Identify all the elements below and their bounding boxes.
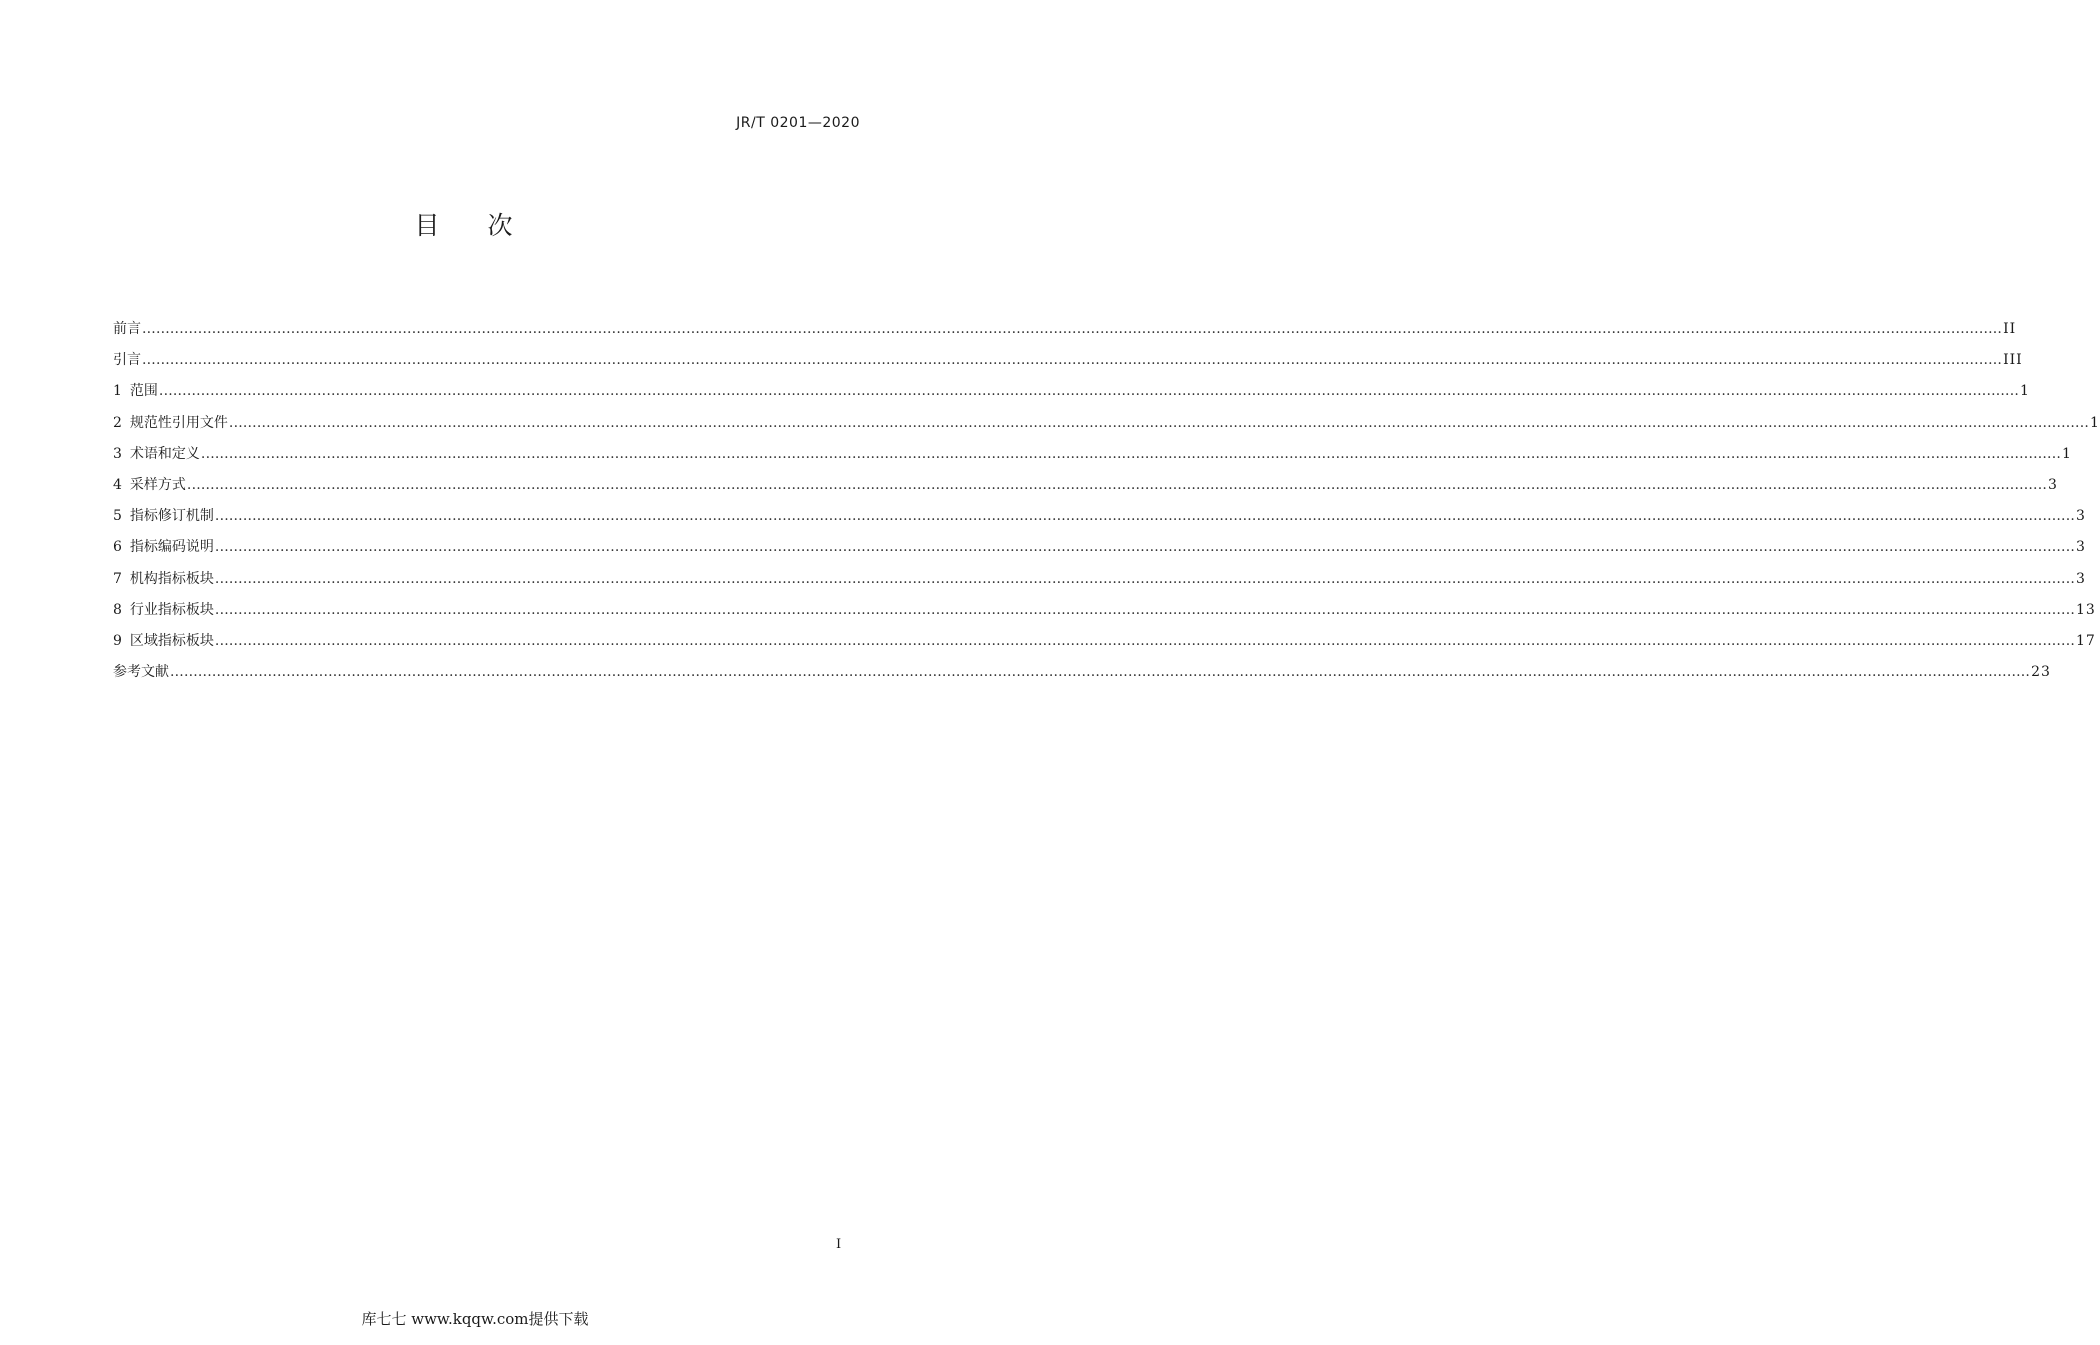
- toc-entry[interactable]: [113, 318, 2017, 349]
- page-number: I: [836, 1237, 842, 1252]
- toc-entry-page: II: [2003, 321, 2017, 337]
- toc-dot-leader: ................................................................................................................................................................................................................................................................................................................................................................................................................: [214, 508, 2075, 525]
- toc-dot-leader: ................................................................................................................................................................................................................................................................................................................................................................................................................: [158, 383, 2019, 400]
- toc-dot-leader: ................................................................................................................................................................................................................................................................................................................................................................................................................: [214, 601, 2075, 618]
- toc-entry-number: 7: [113, 570, 122, 587]
- toc-dot-leader: ................................................................................................................................................................................................................................................................................................................................................................................................................: [228, 414, 2089, 431]
- toc-entry-label: [113, 568, 214, 588]
- toc-entry-number: 9: [113, 632, 122, 649]
- toc-entry-text: 区域指标板块: [129, 632, 214, 649]
- toc-entry-label: [113, 318, 141, 338]
- toc-entry-label: [113, 380, 158, 400]
- toc-entry-number: 1: [113, 383, 122, 400]
- toc-entry-text: 参考文献: [113, 664, 169, 681]
- toc-entry[interactable]: [113, 412, 2100, 443]
- toc-entry-page: 1: [2090, 414, 2100, 431]
- toc-entry-page: 13: [2076, 601, 2096, 618]
- toc-dot-leader: ................................................................................................................................................................................................................................................................................................................................................................................................................: [142, 352, 2003, 369]
- toc-entry-label: [113, 505, 214, 525]
- toc-entry[interactable]: [113, 661, 2051, 692]
- toc-entry[interactable]: [113, 474, 2058, 505]
- toc-entry-text: 采样方式: [129, 476, 186, 493]
- toc-entry-text: 指标编码说明: [129, 539, 214, 556]
- toc-entry-text: 前言: [113, 321, 141, 337]
- toc-entry-page: 23: [2031, 664, 2051, 681]
- toc-entry-page: III: [2003, 352, 2023, 369]
- toc-entry-page: 3: [2076, 539, 2086, 556]
- toc-entry[interactable]: [113, 380, 2030, 411]
- page-title: 目次: [414, 211, 561, 240]
- toc-entry[interactable]: [113, 536, 2086, 567]
- toc-entry-page: 3: [2076, 508, 2086, 525]
- toc-entry-number: 8: [113, 601, 122, 618]
- toc-entry[interactable]: [113, 568, 2086, 599]
- toc-dot-leader: ................................................................................................................................................................................................................................................................................................................................................................................................................: [214, 570, 2075, 587]
- toc-entry-text: 术语和定义: [129, 445, 200, 462]
- table-of-contents: [113, 318, 2100, 692]
- toc-entry[interactable]: [113, 599, 2096, 630]
- toc-entry-label: [113, 474, 186, 494]
- footer-text: 库七七 www.kqqw.com提供下载: [361, 1310, 589, 1328]
- toc-dot-leader: ................................................................................................................................................................................................................................................................................................................................................................................................................: [186, 476, 2047, 493]
- toc-entry-text: 范围: [129, 383, 158, 400]
- toc-entry-label: [113, 412, 228, 432]
- toc-entry-label: [113, 349, 141, 369]
- toc-entry-text: 规范性引用文件: [129, 414, 228, 431]
- toc-dot-leader: ................................................................................................................................................................................................................................................................................................................................................................................................................: [200, 445, 2061, 462]
- toc-entry-number: 5: [113, 508, 122, 525]
- toc-entry-label: [113, 536, 214, 556]
- toc-entry-label: [113, 443, 200, 463]
- toc-entry-label: [113, 661, 169, 681]
- standard-code: JR/T 0201—2020: [736, 115, 860, 131]
- toc-entry-number: 3: [113, 445, 122, 462]
- toc-entry[interactable]: [113, 349, 2023, 380]
- toc-entry-label: [113, 599, 214, 619]
- toc-dot-leader: ................................................................................................................................................................................................................................................................................................................................................................................................................: [170, 664, 2031, 681]
- toc-entry-number: 4: [113, 476, 122, 493]
- toc-dot-leader: ................................................................................................................................................................................................................................................................................................................................................................................................................: [214, 632, 2075, 649]
- toc-entry[interactable]: [113, 443, 2072, 474]
- toc-entry-page: 1: [2020, 383, 2030, 400]
- toc-entry[interactable]: [113, 505, 2086, 536]
- toc-entry-text: 机构指标板块: [129, 570, 214, 587]
- toc-dot-leader: ................................................................................................................................................................................................................................................................................................................................................................................................................: [214, 539, 2075, 556]
- toc-dot-leader: ................................................................................................................................................................................................................................................................................................................................................................................................................: [142, 321, 2003, 337]
- toc-entry-page: 17: [2076, 632, 2096, 649]
- toc-entry-page: 3: [2048, 476, 2058, 493]
- toc-entry-number: 2: [113, 414, 122, 431]
- toc-entry-text: 行业指标板块: [129, 601, 214, 618]
- toc-entry-page: 3: [2076, 570, 2086, 587]
- toc-entry-number: 6: [113, 539, 122, 556]
- toc-entry-page: 1: [2062, 445, 2072, 462]
- toc-entry-label: [113, 630, 214, 650]
- toc-entry-text: 指标修订机制: [129, 508, 214, 525]
- toc-entry-text: 引言: [113, 352, 141, 369]
- toc-entry[interactable]: [113, 630, 2096, 661]
